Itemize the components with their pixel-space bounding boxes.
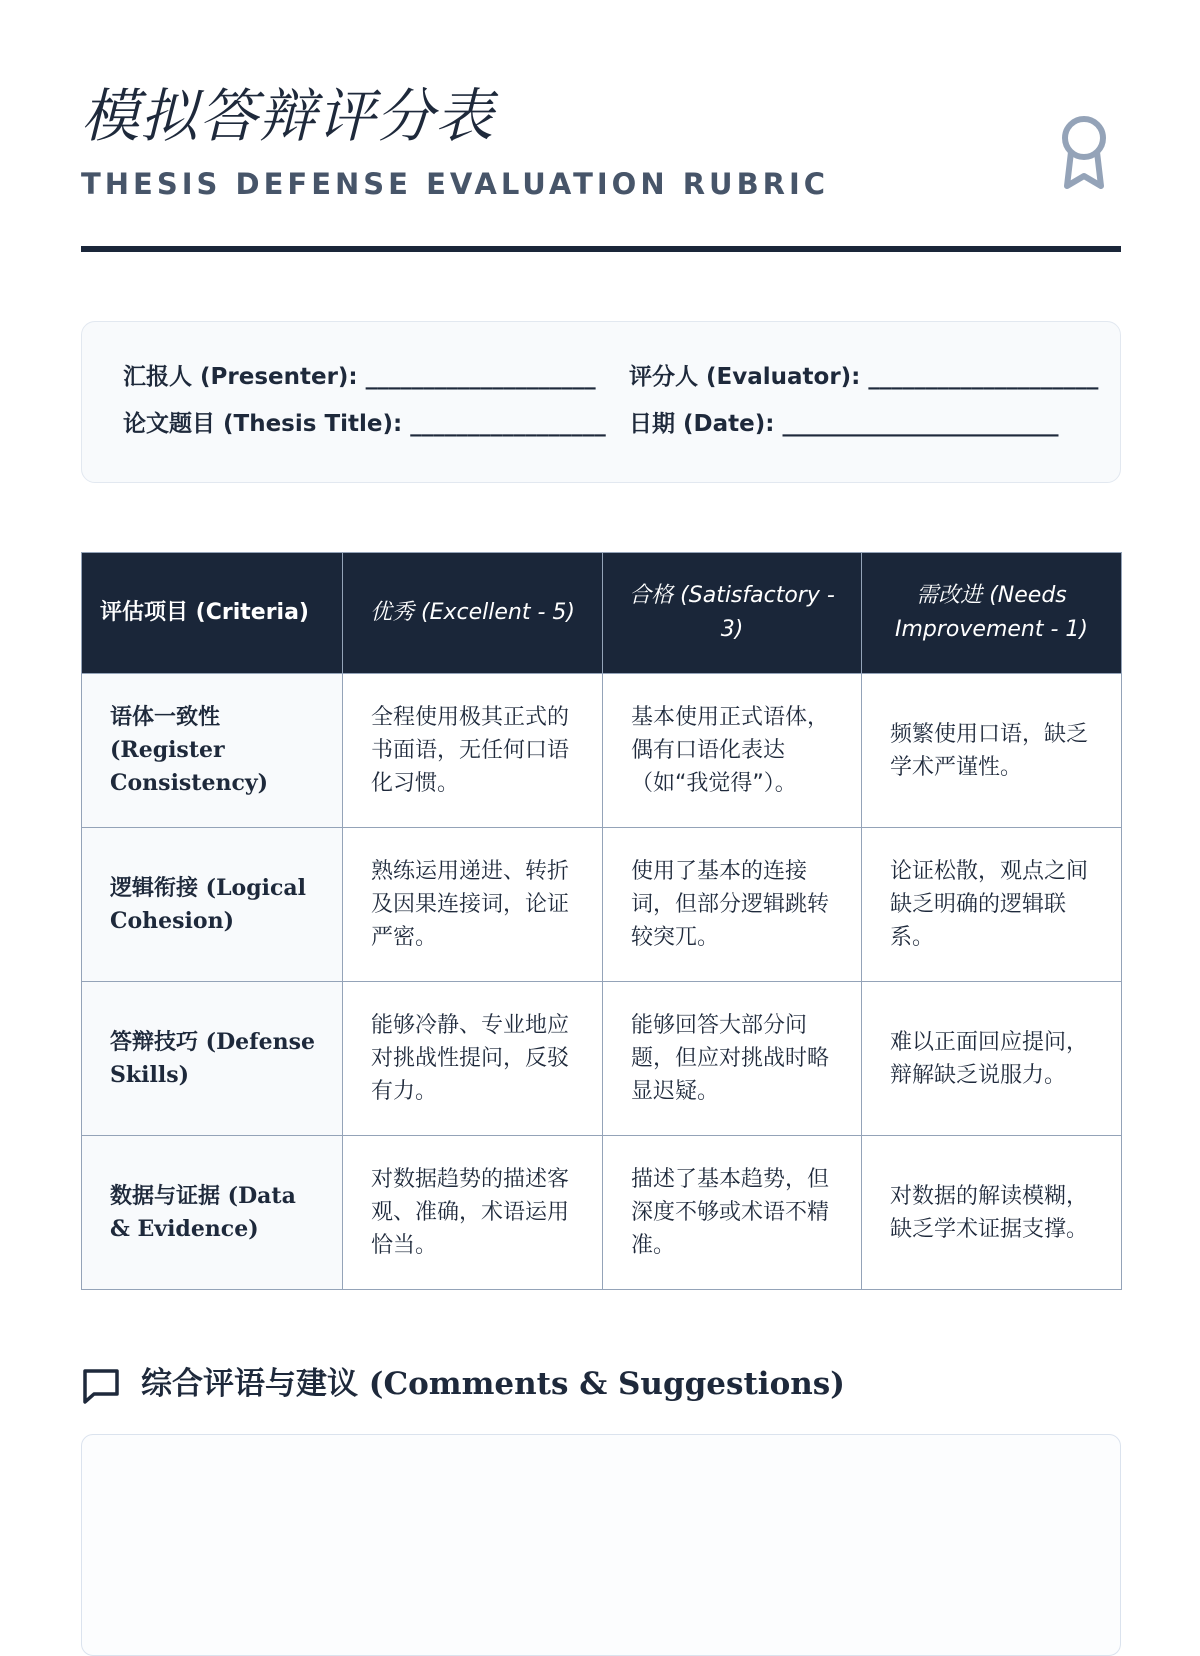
excellent-cell: 熟练运用递进、转折及因果连接词，论证严密。 bbox=[343, 828, 603, 982]
table-header-row bbox=[82, 553, 1122, 674]
rubric-page bbox=[81, 0, 1121, 1402]
header-criteria: 评估项目 (Criteria) bbox=[82, 553, 343, 674]
header-needs-improvement: 需改进 (Needs Improvement - 1) bbox=[862, 553, 1122, 674]
satisfactory-cell: 基本使用正式语体，偶有口语化表达（如“我觉得”）。 bbox=[603, 674, 862, 828]
needs-improvement-cell: 频繁使用口语，缺乏学术严谨性。 bbox=[862, 674, 1122, 828]
table-row bbox=[82, 674, 1122, 828]
header-satisfactory: 合格 (Satisfactory - 3) bbox=[603, 553, 862, 674]
chat-bubble-icon bbox=[81, 1366, 121, 1406]
satisfactory-cell: 描述了基本趋势，但深度不够或术语不精准。 bbox=[603, 1136, 862, 1290]
excellent-cell: 全程使用极其正式的书面语，无任何口语化习惯。 bbox=[343, 674, 603, 828]
info-panel bbox=[81, 321, 1121, 483]
needs-improvement-cell: 论证松散，观点之间缺乏明确的逻辑联系。 bbox=[862, 828, 1122, 982]
thesis-title-field[interactable]: 论文题目 (Thesis Title): _________________ bbox=[123, 411, 606, 437]
header-divider bbox=[81, 246, 1121, 252]
table-row bbox=[82, 828, 1122, 982]
needs-improvement-cell: 难以正面回应提问，辩解缺乏说服力。 bbox=[862, 982, 1122, 1136]
criteria-cell: 答辩技巧 (Defense Skills) bbox=[82, 982, 343, 1136]
header-excellent: 优秀 (Excellent - 5) bbox=[343, 553, 603, 674]
criteria-cell: 数据与证据 (Data & Evidence) bbox=[82, 1136, 343, 1290]
comments-title: 综合评语与建议 (Comments & Suggestions) bbox=[141, 1366, 845, 1402]
table-row bbox=[82, 1136, 1122, 1290]
criteria-cell: 逻辑衔接 (Logical Cohesion) bbox=[82, 828, 343, 982]
date-field[interactable]: 日期 (Date): ________________________ bbox=[629, 411, 1059, 437]
presenter-field[interactable]: 汇报人 (Presenter): ____________________ bbox=[123, 364, 596, 390]
comments-textarea[interactable] bbox=[81, 1434, 1121, 1656]
criteria-cell: 语体一致性 (Register Consistency) bbox=[82, 674, 343, 828]
award-ribbon-icon bbox=[1059, 114, 1109, 194]
table-row bbox=[82, 982, 1122, 1136]
evaluator-field[interactable]: 评分人 (Evaluator): ____________________ bbox=[629, 364, 1099, 390]
page-header bbox=[81, 0, 1121, 252]
satisfactory-cell: 使用了基本的连接词，但部分逻辑跳转较突兀。 bbox=[603, 828, 862, 982]
comments-heading bbox=[81, 1362, 1121, 1406]
needs-improvement-cell: 对数据的解读模糊，缺乏学术证据支撑。 bbox=[862, 1136, 1122, 1290]
satisfactory-cell: 能够回答大部分问题，但应对挑战时略显迟疑。 bbox=[603, 982, 862, 1136]
excellent-cell: 能够冷静、专业地应对挑战性提问，反驳有力。 bbox=[343, 982, 603, 1136]
page-title: 模拟答辩评分表 bbox=[81, 82, 495, 150]
page-subtitle: THESIS DEFENSE EVALUATION RUBRIC bbox=[81, 167, 830, 201]
excellent-cell: 对数据趋势的描述客观、准确，术语运用恰当。 bbox=[343, 1136, 603, 1290]
rubric-table bbox=[81, 552, 1122, 1290]
